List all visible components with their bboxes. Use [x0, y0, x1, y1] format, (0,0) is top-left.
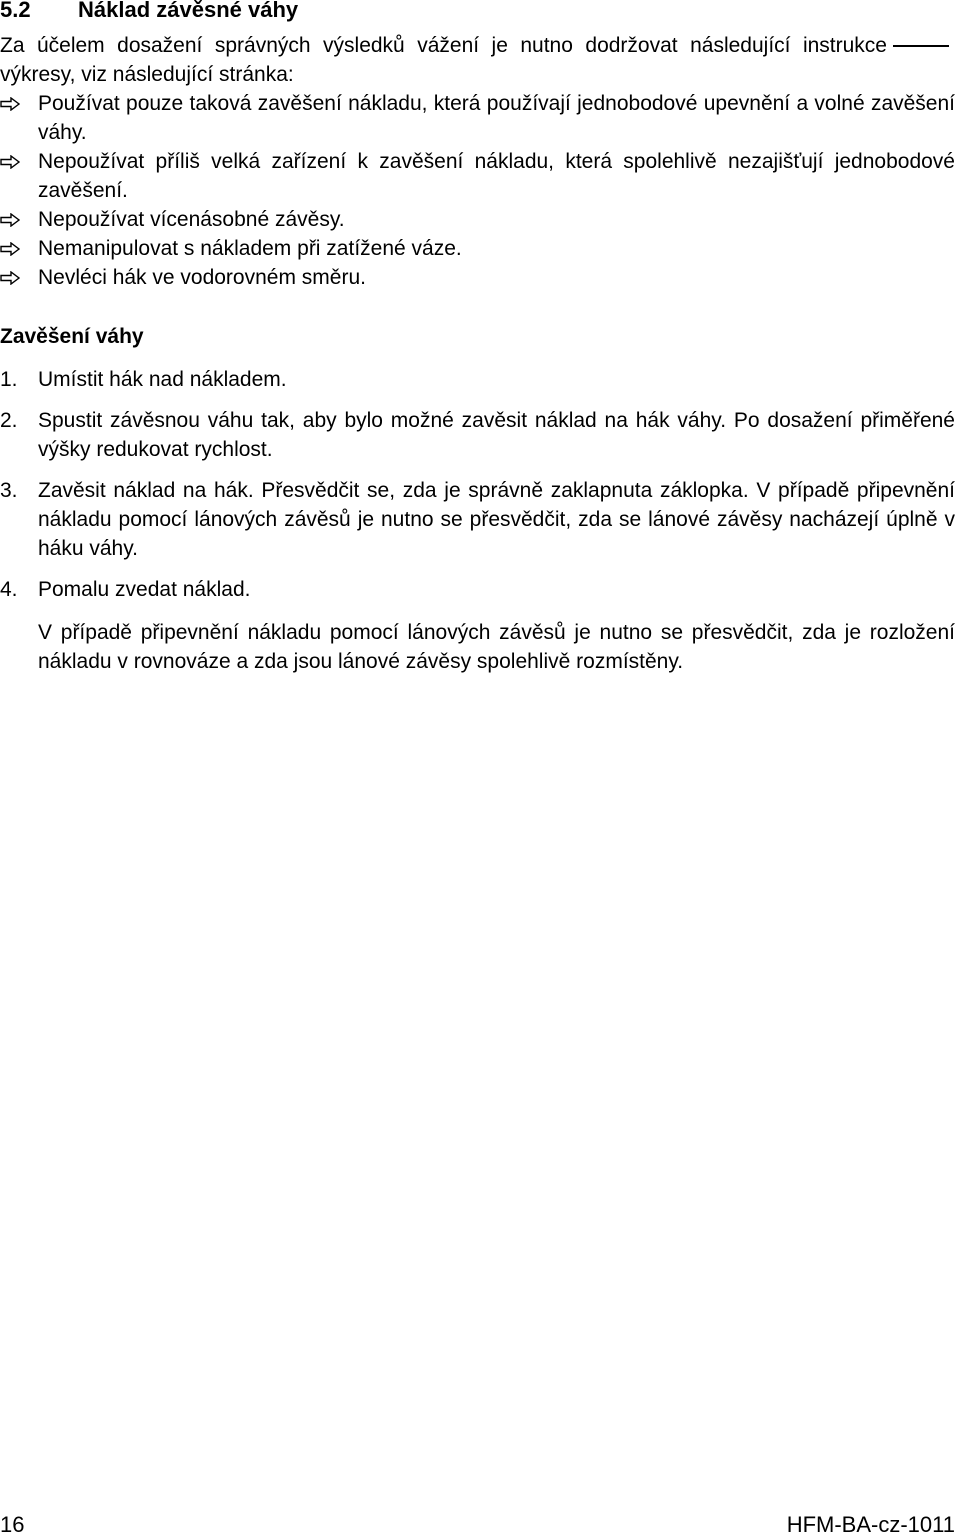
document-code: HFM-BA-cz-1011 — [786, 1512, 955, 1537]
step-number: 1. — [0, 368, 18, 391]
em-dash — [893, 45, 949, 47]
section-title: Náklad závěsné váhy — [78, 0, 299, 22]
step-item — [0, 575, 955, 604]
section-heading — [0, 0, 298, 23]
list-item-text: Nemanipulovat s nákladem při zatížené váze. — [38, 237, 462, 260]
section-number: 5.2 — [0, 0, 31, 22]
list-item-text: Nepoužívat vícenásobné závěsy. — [38, 208, 345, 231]
list-item — [0, 89, 955, 147]
subsection-heading: Zavěšení váhy — [0, 325, 144, 348]
step-text: Zavěsit náklad na hák. Přesvědčit se, zda je správně zaklapnuta záklopka. V případě připevnění nákladu pomocí lánových závěsů je nutno se přesvědčit, zda se lánové závěsy nacházejí úplně v háku váhy. — [38, 479, 955, 560]
list-item — [0, 147, 955, 205]
list-item-text: Používat pouze taková zavěšení nákladu, která používají jednobodové upevnění a volné zavěšení váhy. — [38, 92, 955, 144]
step-number: 3. — [0, 479, 18, 502]
list-item — [0, 205, 955, 234]
page-number: 16 — [0, 1512, 25, 1537]
step-text: Umístit hák nad nákladem. — [38, 368, 287, 391]
step-number: 2. — [0, 409, 18, 432]
intro-text-end: výkresy, viz následující stránka: — [0, 63, 294, 86]
outline-arrow-right-icon — [0, 213, 20, 227]
instruction-list — [0, 89, 955, 292]
step-text: Spustit závěsnou váhu tak, aby bylo možné zavěsit náklad na hák váhy. Po dosažení přiměřené výšky redukovat rychlost. — [38, 409, 955, 461]
list-item-text: Nepoužívat příliš velká zařízení k zavěšení nákladu, která spolehlivě nezajišťují jednobodové zavěšení. — [38, 150, 955, 202]
step-item — [0, 476, 955, 563]
step-number: 4. — [0, 578, 18, 601]
outline-arrow-right-icon — [0, 97, 20, 111]
outline-arrow-right-icon — [0, 242, 20, 256]
step-text: Pomalu zvedat náklad. — [38, 578, 251, 601]
intro-paragraph — [0, 31, 955, 89]
closing-paragraph: V případě připevnění nákladu pomocí lánových závěsů je nutno se přesvědčit, zda je rozložení nákladu v rovnováze a zda jsou lánové závěsy spolehlivě rozmístěny. — [38, 621, 955, 673]
outline-arrow-right-icon — [0, 155, 20, 169]
outline-arrow-right-icon — [0, 271, 20, 285]
intro-text-start: Za účelem dosažení správných výsledků vážení je nutno dodržovat následující instrukce — [0, 34, 887, 57]
steps-list — [0, 365, 955, 616]
list-item — [0, 234, 955, 263]
list-item — [0, 263, 955, 292]
list-item-text: Nevléci hák ve vodorovném směru. — [38, 266, 366, 289]
step-item — [0, 365, 955, 394]
step-item — [0, 406, 955, 464]
